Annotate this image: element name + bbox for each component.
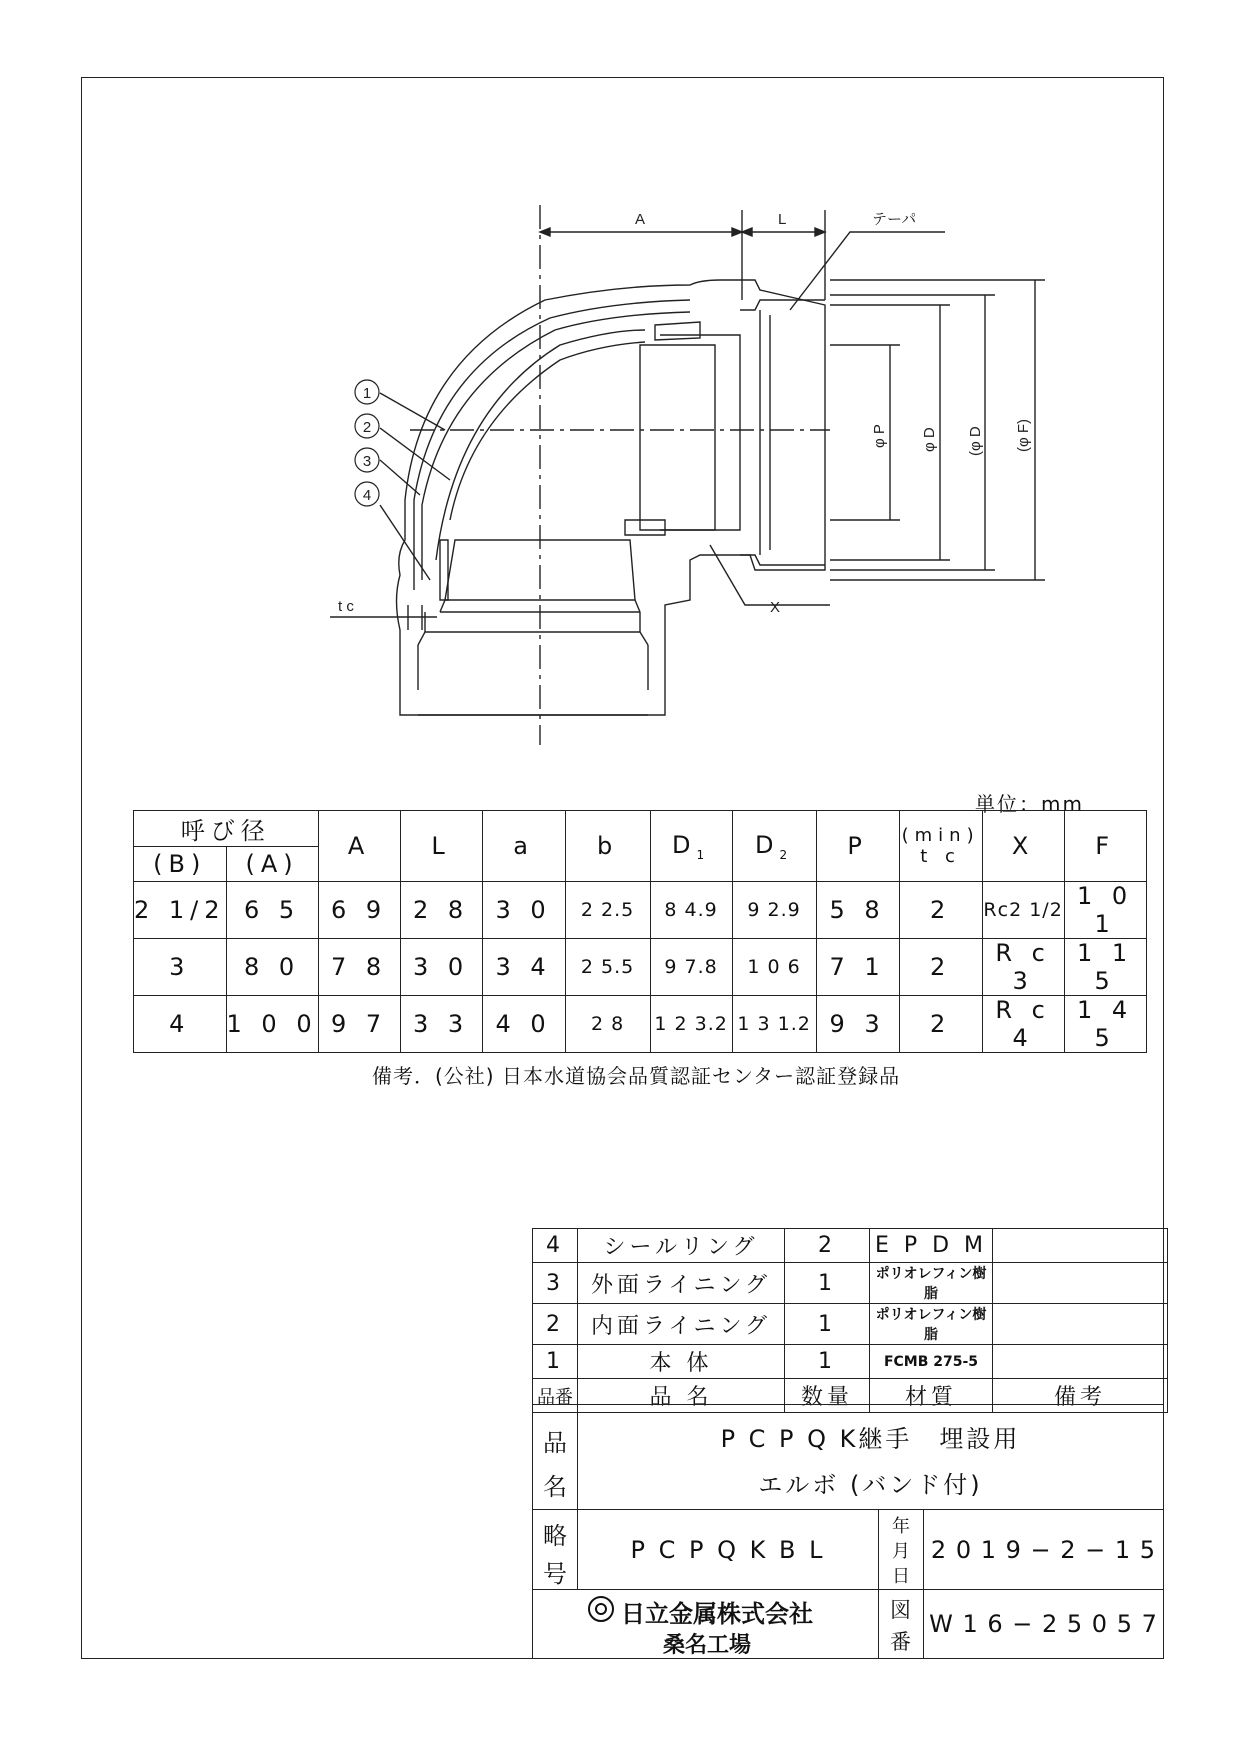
col-x: X xyxy=(982,811,1064,882)
header-a: (A) xyxy=(226,847,318,882)
col-a-small: a xyxy=(482,811,565,882)
col-p: P xyxy=(816,811,899,882)
dimensions-table xyxy=(133,810,1147,1053)
parts-row: 2 内面ライニング 1 ポリオレフィン樹脂 xyxy=(533,1304,1168,1345)
company-name: 日立金属株式会社 xyxy=(621,1600,813,1628)
col-b: b xyxy=(565,811,650,882)
unit-label: 単位：mm xyxy=(975,792,1084,816)
table-row: 2 1/2 6 5 6 9 2 8 3 0 2 2.5 8 4.9 9 2.9 5 8 2 Rc2 1/2 1 0 1 xyxy=(134,882,1147,939)
phi-d1-label: φ D xyxy=(921,427,938,452)
col-d2: $D_2$ xyxy=(732,811,816,882)
parts-row: 1 本 体 1 FCMB 275-5 xyxy=(533,1345,1168,1379)
certification-note: 備考．(公社) 日本水道協会品質認証センター認証登録品 xyxy=(372,1064,901,1088)
parts-row: 3 外面ライニング 1 ポリオレフィン樹脂 xyxy=(533,1263,1168,1304)
parts-row: 4 シールリング 2 E P D M xyxy=(533,1229,1168,1263)
taper-label: テーパ xyxy=(872,211,917,228)
title-block: 品 名 P C P Q K継手 埋設用 エルボ (バンド付) 略 号 P C P Q K B L 年 月 日 2 0 1 9 − 2 − 1 5 日立金属株式会社 桑名工場 図 番 W 1 6 − 2 5 0 5 7 xyxy=(532,1404,1164,1659)
col-l: L xyxy=(400,811,482,882)
drawing-number: W 1 6 − 2 5 0 5 7 xyxy=(929,1610,1158,1638)
date-value: 2 0 1 9 − 2 − 1 5 xyxy=(930,1536,1157,1564)
dim-a-label: A xyxy=(635,211,646,228)
header-b: (B) xyxy=(134,847,227,882)
dim-x-label: X xyxy=(770,599,781,616)
header-nominal: 呼び径 xyxy=(134,811,319,847)
col-d1: $D_1$ xyxy=(650,811,732,882)
abbr-label-2: 号 xyxy=(543,1560,567,1588)
dim-l-label: L xyxy=(778,211,787,228)
parts-list-table xyxy=(532,1228,1168,1413)
parts-header-row: 品番 品 名 数量 材質 備考 xyxy=(533,1379,1168,1413)
col-a: A xyxy=(318,811,400,882)
balloon-3: 3 xyxy=(362,453,372,470)
col-tc: (min) t c xyxy=(899,811,982,882)
abbr-label-1: 略 xyxy=(543,1522,567,1550)
name-label-2: 名 xyxy=(543,1473,567,1501)
dim-tc-label: t c xyxy=(338,598,354,615)
factory-name: 桑名工場 xyxy=(663,1633,752,1658)
col-f: F xyxy=(1064,811,1146,882)
balloon-2: 2 xyxy=(362,419,372,436)
product-name-line2: エルボ (バンド付) xyxy=(758,1471,983,1499)
balloon-4: 4 xyxy=(362,487,372,504)
company-logo-icon xyxy=(588,1596,614,1622)
name-label-1: 品 xyxy=(543,1429,567,1457)
product-name-line1: P C P Q K継手 埋設用 xyxy=(720,1425,1021,1453)
abbr-value: P C P Q K B L xyxy=(630,1536,826,1564)
table-row: 3 8 0 7 8 3 0 3 4 2 5.5 9 7.8 1 0 6 7 1 2 R c 3 1 1 5 xyxy=(134,939,1147,996)
balloon-1: 1 xyxy=(362,385,372,402)
phi-p-label: φ P xyxy=(871,424,888,448)
table-row: 4 1 0 0 9 7 3 3 4 0 2 8 1 2 3.2 1 3 1.2 9 3 2 R c 4 1 4 5 xyxy=(134,996,1147,1053)
phi-d2-label: (φ D xyxy=(967,426,984,456)
phi-f-label: (φ F) xyxy=(1015,418,1032,452)
